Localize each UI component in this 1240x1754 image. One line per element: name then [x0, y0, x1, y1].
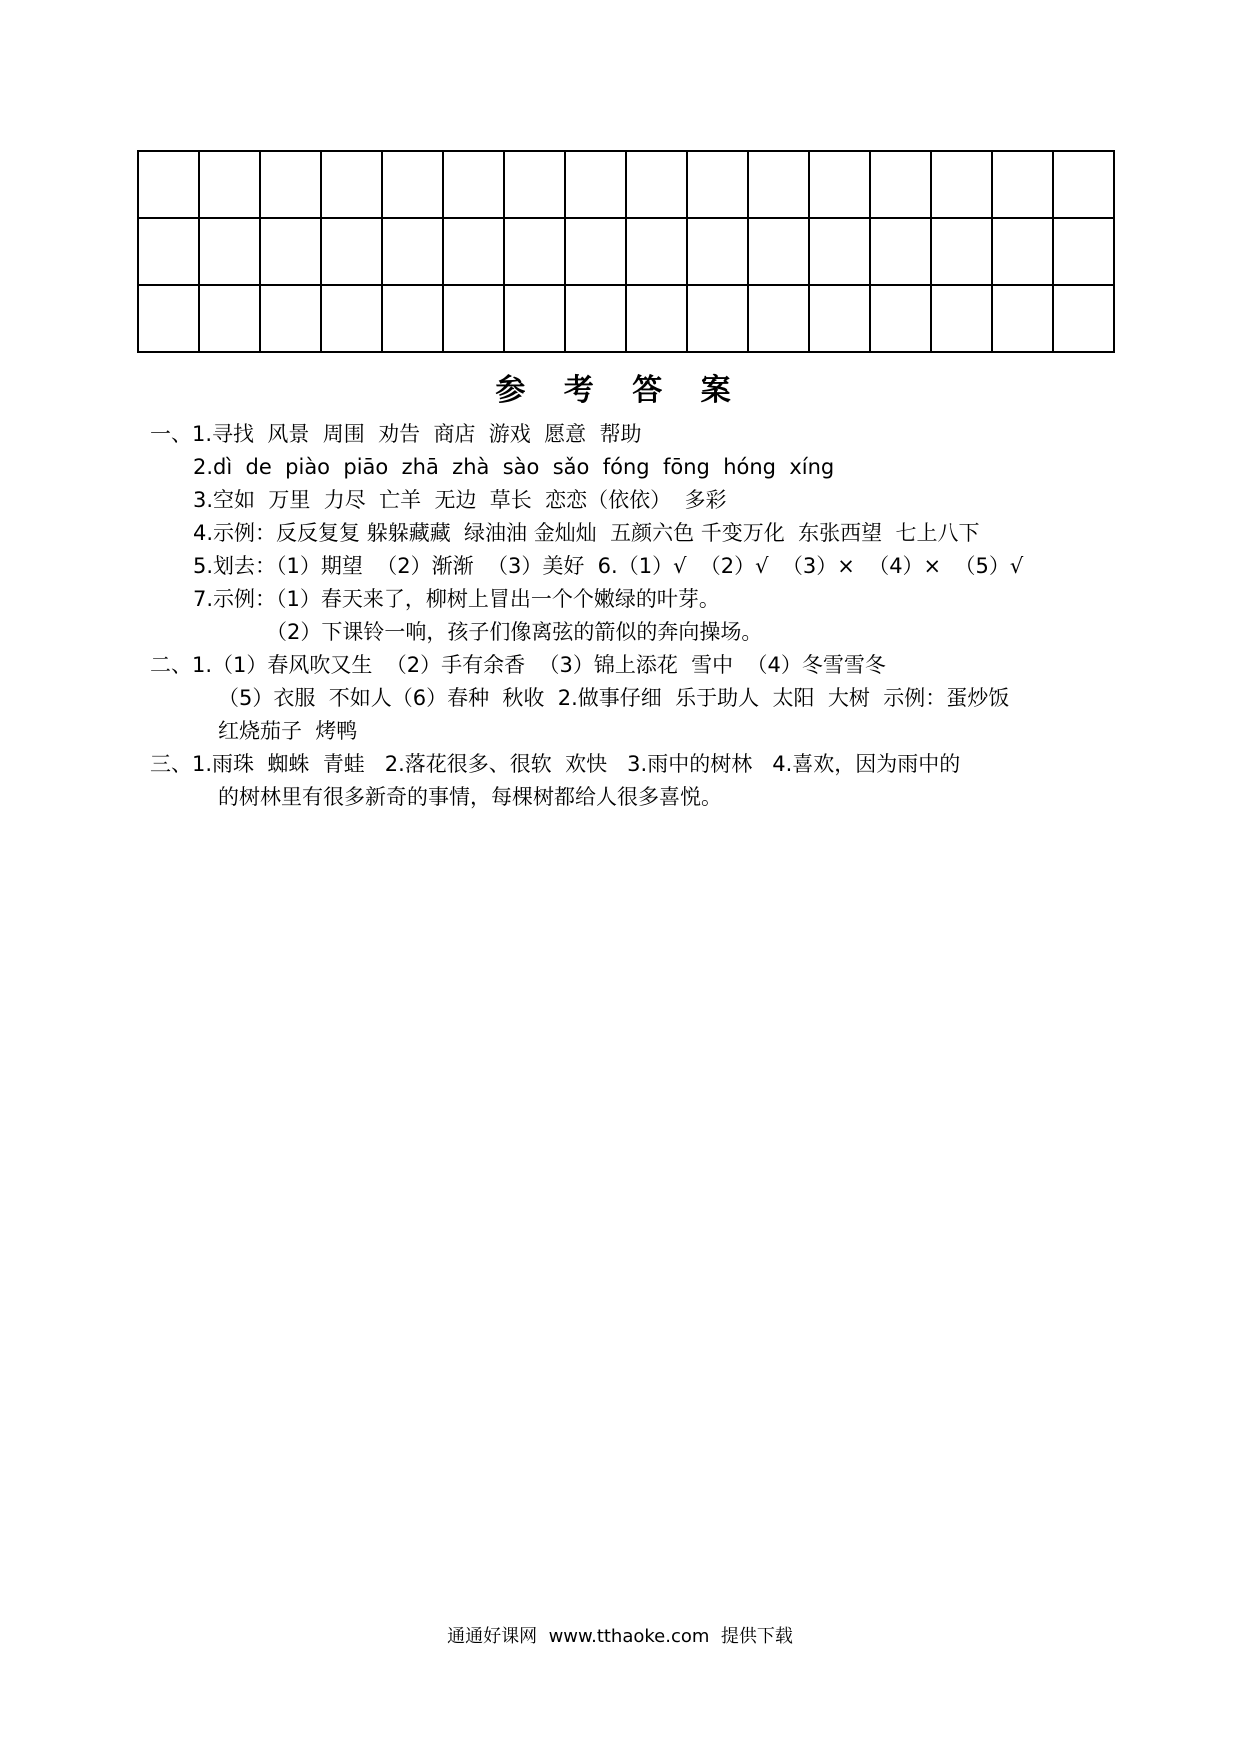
grid-cell: [687, 151, 748, 218]
grid-cell: [626, 151, 687, 218]
answer-line-3: 3.空如 万里 力尽 亡羊 无边 草长 恋恋（依依） 多彩: [193, 488, 727, 512]
answer-line-7: （2）下课铃一响，孩子们像离弦的箭似的奔向操场。: [266, 620, 763, 644]
grid-cell: [382, 285, 443, 352]
grid-cell: [870, 218, 931, 285]
grid-cell: [809, 151, 870, 218]
answer-line-1: 一、1.寻找 风景 周围 劝告 商店 游戏 愿意 帮助: [150, 422, 642, 446]
grid-cell: [382, 218, 443, 285]
grid-cell: [1053, 218, 1114, 285]
grid-cell: [504, 285, 565, 352]
answer-line-2: 2.dì de piào piāo zhā zhà sào sǎo fóng fōng hóng xíng: [193, 455, 835, 479]
grid-cell: [1053, 151, 1114, 218]
grid-cell: [260, 151, 321, 218]
grid-cell: [504, 218, 565, 285]
grid-cell: [931, 285, 992, 352]
grid-row: [138, 151, 1114, 218]
answer-line-11: 三、1.雨珠 蜘蛛 青蛙 2.落花很多、很软 欢快 3.雨中的树林 4.喜欢，因为雨中的: [150, 752, 961, 776]
grid-cell: [931, 151, 992, 218]
grid-cell: [260, 218, 321, 285]
grid-row: [138, 218, 1114, 285]
grid-cell: [138, 151, 199, 218]
grid-cell: [565, 218, 626, 285]
answer-line-5: 5.划去：（1）期望 （2）渐渐 （3）美好 6.（1）√ （2）√ （3）× （4）× （5）√: [193, 554, 1024, 578]
grid-cell: [1053, 285, 1114, 352]
answer-line-8: 二、1.（1）春风吹又生 （2）手有余香 （3）锦上添花 雪中 （4）冬雪雪冬: [150, 653, 886, 677]
grid-cell: [870, 151, 931, 218]
grid-cell: [992, 285, 1053, 352]
grid-cell: [504, 151, 565, 218]
answer-line-10: 红烧茄子 烤鸭: [218, 719, 358, 743]
grid-cell: [748, 218, 809, 285]
grid-cell: [931, 218, 992, 285]
answer-line-6: 7.示例：（1）春天来了，柳树上冒出一个个嫩绿的叶芽。: [193, 587, 720, 611]
grid-cell: [687, 218, 748, 285]
grid-cell: [626, 285, 687, 352]
grid-cell: [199, 218, 260, 285]
writing-grid: [137, 150, 1115, 353]
grid-cell: [748, 285, 809, 352]
page-footer: 通通好课网 www.tthaoke.com 提供下载: [447, 1626, 793, 1647]
grid-cell: [992, 151, 1053, 218]
grid-cell: [565, 151, 626, 218]
answer-line-9: （5）衣服 不如人（6）春种 秋收 2.做事仔细 乐于助人 太阳 大树 示例：蛋炒饭: [218, 686, 1010, 710]
grid-cell: [626, 218, 687, 285]
grid-cell: [138, 218, 199, 285]
grid-row: [138, 285, 1114, 352]
grid-cell: [992, 218, 1053, 285]
grid-cell: [199, 151, 260, 218]
grid-cell: [870, 285, 931, 352]
grid-cell: [260, 285, 321, 352]
grid-cell: [687, 285, 748, 352]
grid-cell: [321, 151, 382, 218]
grid-cell: [443, 151, 504, 218]
grid-cell: [443, 218, 504, 285]
grid-cell: [321, 218, 382, 285]
grid-cell: [443, 285, 504, 352]
answer-line-12: 的树林里有很多新奇的事情，每棵树都给人很多喜悦。: [218, 785, 722, 809]
grid-cell: [809, 218, 870, 285]
grid-cell: [748, 151, 809, 218]
grid-cell: [138, 285, 199, 352]
grid-cell: [321, 285, 382, 352]
grid-cell: [809, 285, 870, 352]
answer-line-4: 4.示例：反反复复 躲躲藏藏 绿油油 金灿灿 五颜六色 千变万化 东张西望 七上八下: [193, 521, 980, 545]
grid-cell: [565, 285, 626, 352]
answer-title: 参 考 答 案: [495, 373, 745, 408]
grid-cell: [199, 285, 260, 352]
grid-cell: [382, 151, 443, 218]
